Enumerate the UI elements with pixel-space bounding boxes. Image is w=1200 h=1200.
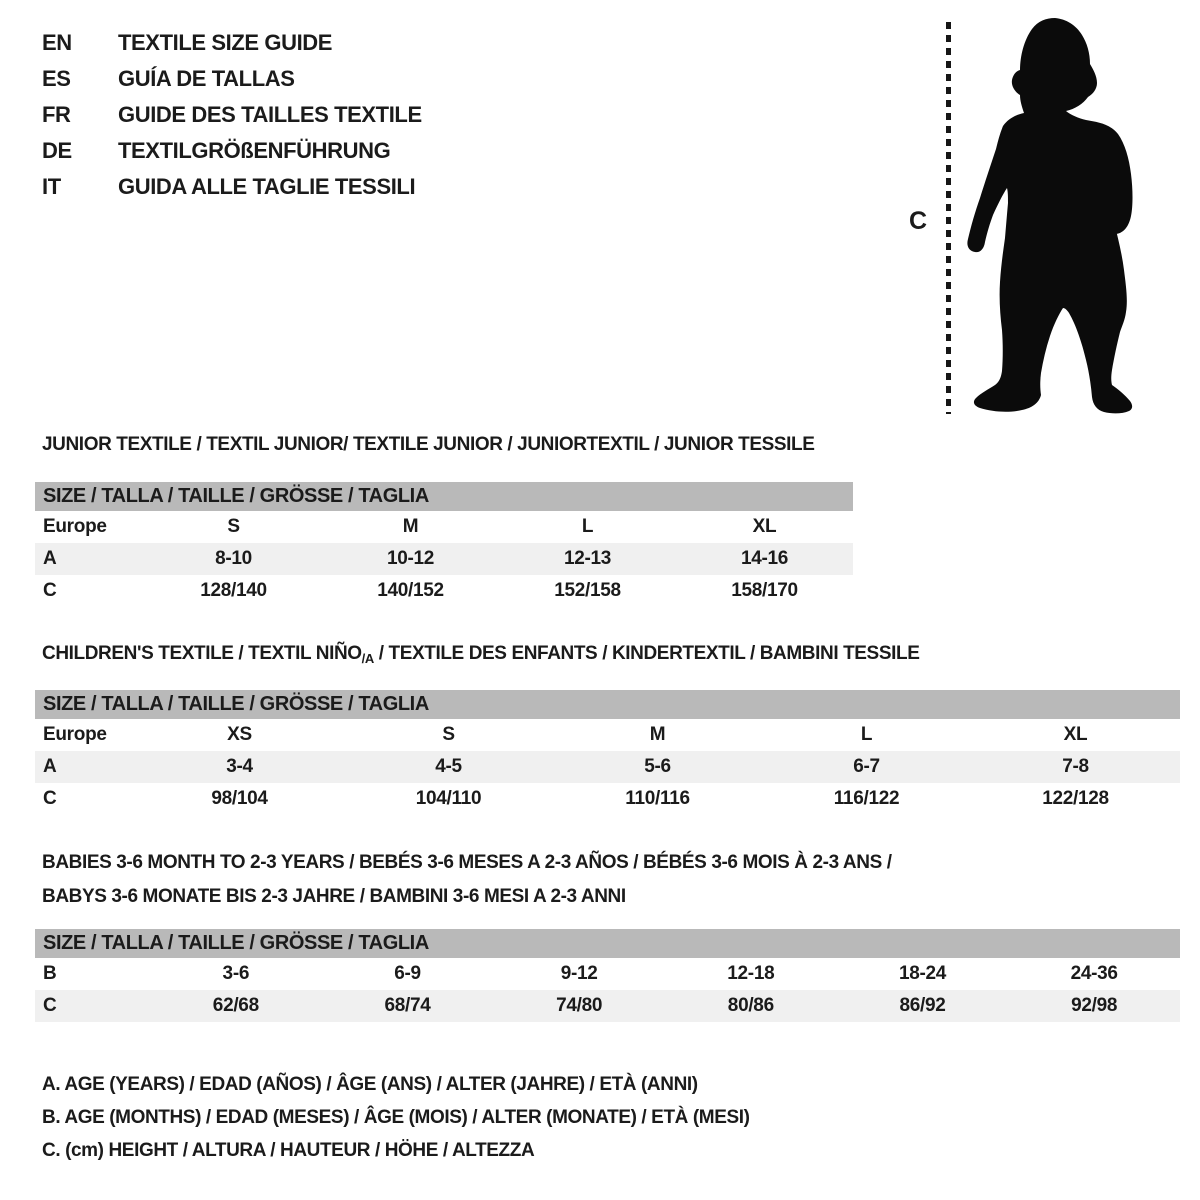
height-cell: 104/110	[415, 788, 482, 809]
babies-section-title-line1: BABIES 3-6 MONTH TO 2-3 YEARS / BEBÉS 3-6 MESES A 2-3 AÑOS / BÉBÉS 3-6 MOIS À 2-3 ANS /	[42, 852, 892, 873]
table-row-europe	[35, 719, 1180, 751]
row-label: C	[43, 788, 57, 809]
row-label: C	[43, 580, 57, 601]
height-cell: 98/104	[211, 788, 268, 809]
height-cell: 158/170	[731, 580, 798, 601]
age-cell: 5-6	[644, 756, 671, 777]
height-cell: 74/80	[556, 995, 603, 1016]
age-cell: 10-12	[386, 548, 435, 569]
row-label: C	[43, 995, 57, 1016]
height-cell: 110/116	[625, 788, 690, 809]
size-header-bar: SIZE / TALLA / TAILLE / GRÖSSE / TAGLIA	[35, 929, 1180, 958]
age-cell: 7-8	[1062, 756, 1089, 777]
table-row-europe	[35, 511, 853, 543]
table-row-height	[35, 575, 853, 607]
children-size-table	[35, 690, 1180, 815]
age-cell: 18-24	[898, 963, 947, 984]
row-label: Europe	[43, 516, 107, 537]
lang-code: DE	[42, 138, 72, 163]
size-header-bar: SIZE / TALLA / TAILLE / GRÖSSE / TAGLIA	[35, 690, 1180, 719]
height-measure-dashed-line	[946, 22, 951, 414]
junior-section-title: JUNIOR TEXTILE / TEXTIL JUNIOR/ TEXTILE JUNIOR / JUNIORTEXTIL / JUNIOR TESSILE	[42, 434, 815, 455]
height-cell: 92/98	[1071, 995, 1118, 1016]
height-cell: 62/68	[212, 995, 259, 1016]
size-cell: XL	[752, 516, 777, 537]
age-cell: 12-13	[563, 548, 612, 569]
legend-notes	[42, 1068, 750, 1167]
children-section-title	[42, 643, 919, 666]
toddler-silhouette-image	[962, 14, 1138, 418]
legend-note-b: B. AGE (MONTHS) / EDAD (MESES) / ÂGE (MOIS) / ALTER (MONATE) / ETÀ (MESI)	[42, 1106, 750, 1128]
lang-row-de	[42, 133, 422, 169]
row-label: A	[43, 548, 57, 569]
size-cell: L	[860, 724, 873, 745]
age-cell: 9-12	[560, 963, 598, 984]
lang-label: GUÍA DE TALLAS	[118, 66, 295, 91]
height-cell: 80/86	[727, 995, 774, 1016]
height-cell: 140/152	[377, 580, 444, 601]
babies-size-table	[35, 929, 1180, 1022]
age-cell: 3-6	[222, 963, 250, 984]
children-title-sub: /A	[361, 651, 374, 666]
legend-note-a: A. AGE (YEARS) / EDAD (AÑOS) / ÂGE (ANS) / ALTER (JAHRE) / ETÀ (ANNI)	[42, 1073, 698, 1095]
junior-size-table	[35, 482, 853, 607]
size-header-bar: SIZE / TALLA / TAILLE / GRÖSSE / TAGLIA	[35, 482, 853, 511]
lang-code: EN	[42, 30, 72, 55]
size-cell: M	[649, 724, 666, 745]
row-label: Europe	[43, 724, 107, 745]
height-cell: 86/92	[899, 995, 946, 1016]
children-title-prefix: CHILDREN'S TEXTILE / TEXTIL NIÑO	[42, 643, 362, 664]
size-cell: S	[442, 724, 455, 745]
size-cell: M	[402, 516, 419, 537]
lang-row-fr	[42, 97, 422, 133]
height-cell: 152/158	[554, 580, 621, 601]
lang-label: GUIDA ALLE TAGLIE TESSILI	[118, 174, 416, 199]
table-row-age	[35, 751, 1180, 783]
height-cell: 128/140	[200, 580, 267, 601]
row-label: B	[43, 963, 57, 984]
height-cell: 116/122	[833, 788, 900, 809]
age-cell: 14-16	[740, 548, 789, 569]
age-cell: 6-7	[853, 756, 880, 777]
age-cell: 24-36	[1070, 963, 1118, 984]
legend-note-c: C. (cm) HEIGHT / ALTURA / HAUTEUR / HÖHE / ALTEZZA	[42, 1139, 535, 1161]
age-cell: 12-18	[727, 963, 775, 984]
lang-label: TEXTILE SIZE GUIDE	[118, 30, 333, 55]
table-row-age-months	[35, 958, 1180, 990]
lang-code: IT	[42, 174, 61, 199]
age-cell: 6-9	[394, 963, 421, 984]
table-row-height	[35, 990, 1180, 1022]
age-cell: 4-5	[435, 756, 462, 777]
lang-row-it	[42, 169, 422, 205]
height-cell: 68/74	[384, 995, 431, 1016]
height-measure-label: C	[909, 207, 928, 235]
lang-row-es	[42, 61, 422, 97]
children-title-suffix: / TEXTILE DES ENFANTS / KINDERTEXTIL / BAMBINI TESSILE	[373, 643, 920, 664]
size-cell: XS	[227, 724, 252, 745]
age-cell: 3-4	[226, 756, 253, 777]
babies-section-title-line2: BABYS 3-6 MONATE BIS 2-3 JAHRE / BAMBINI 3-6 MESI A 2-3 ANNI	[42, 886, 626, 907]
lang-code: ES	[42, 66, 71, 91]
size-cell: XL	[1063, 724, 1088, 745]
lang-row-en	[42, 25, 422, 61]
table-row-height	[35, 783, 1180, 815]
lang-label: GUIDE DES TAILLES TEXTILE	[118, 102, 422, 127]
lang-label: TEXTILGRÖßENFÜHRUNG	[118, 138, 391, 163]
row-label: A	[43, 756, 57, 777]
height-cell: 122/128	[1042, 788, 1109, 809]
language-title-list	[42, 25, 422, 205]
size-cell: S	[227, 516, 240, 537]
size-cell: L	[581, 516, 594, 537]
table-row-age	[35, 543, 853, 575]
age-cell: 8-10	[215, 548, 252, 569]
lang-code: FR	[42, 102, 71, 127]
